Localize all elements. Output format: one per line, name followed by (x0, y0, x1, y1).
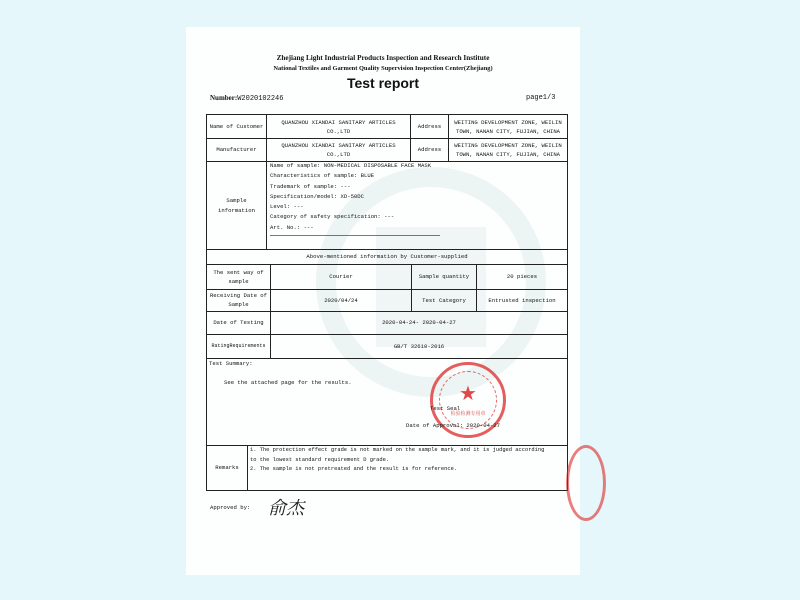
number-value: W2020102246 (237, 95, 284, 103)
rating-requirements-value: GB/T 32610-2016 (393, 342, 445, 350)
sample-name: Name of sample: NON-MEDICAL DISPOSABLE FACE MASK (270, 162, 432, 169)
seal-star-icon: ★ (459, 381, 477, 405)
address-line: TOWN, NANAN CITY, FUJIAN, CHINA (455, 151, 561, 158)
receiving-date-label (207, 290, 270, 311)
receiving-date-label-line: Sample (228, 300, 249, 308)
seal-center-text: 检验检测专用章 (450, 411, 486, 417)
testing-date-label: Date of Testing (213, 319, 264, 327)
rating-requirements-label: RatingRequirements (211, 342, 266, 349)
table-rule (206, 490, 568, 491)
address-line: WEITING DEVELOPMENT ZONE, WEILIN (454, 118, 562, 126)
remark-line: 1. The protection effect grade is not marked on the sample mark, and it is judged according (250, 447, 545, 453)
remark-line: 2. The sample is not pretreated and the result is for reference. (250, 466, 458, 472)
center-name: National Textiles and Garment Quality Supervision Inspection Center(Zhejiang) (273, 65, 493, 72)
test-category-value: Entrusted inspection (488, 296, 556, 304)
test-summary-text: See the attached page for the results. (224, 379, 352, 386)
address-label: Address (417, 122, 442, 130)
receiving-date-value: 2020/04/24 (324, 296, 358, 304)
sample-specification: Specification/model: XD-50DC (270, 192, 364, 200)
remark-line: to the lowest standard requirement D grade. (250, 456, 390, 463)
customer-value (267, 115, 410, 138)
partial-seal (566, 445, 606, 521)
test-category-label: Test Category (422, 296, 466, 304)
sample-info-label-line: Sample (226, 196, 247, 204)
sample-info-label (207, 162, 266, 249)
sample-art-no: Art. No.: --- (270, 223, 314, 231)
table-rule (567, 114, 568, 491)
manufacturer-value-line: CO.,LTD (326, 151, 351, 158)
receiving-date-label-line: Receiving Date of (209, 292, 268, 299)
customer-value-line: QUANZHOU XIANDAI SANITARY ARTICLES (281, 118, 396, 126)
remarks-label: Remarks (215, 464, 239, 472)
approved-by-label: Approved by: (210, 504, 251, 511)
approver-signature: 俞杰 (268, 498, 304, 519)
sample-trademark: Trademark of sample: --- (270, 182, 351, 190)
sample-info-label-line: information (218, 206, 255, 214)
test-summary-label: Test Summary: (209, 360, 253, 367)
testing-date-value: 2020-04-24- 2020-04-27 (382, 319, 456, 327)
sample-quantity-label: Sample quantity (418, 273, 470, 281)
sample-characteristics: Characteristics of sample: BLUE (270, 172, 375, 180)
sent-way-label (207, 265, 270, 289)
address-line: TOWN, NANAN CITY, FUJIAN, CHINA (455, 127, 561, 135)
report-number (210, 94, 283, 103)
report-page (186, 27, 580, 575)
manufacturer-address (449, 139, 567, 161)
approval-date: Date of Approval: 2020-04-27 (406, 422, 500, 429)
test-seal-label: Test Seal (430, 405, 461, 412)
remarks-text (250, 446, 566, 490)
sample-info-details (270, 161, 566, 241)
supplied-note: Above-mentioned information by Customer-supplied (306, 253, 468, 261)
sent-way-value: Courier (329, 273, 353, 281)
sent-way-label-line: The sent way of (213, 269, 264, 276)
number-label: Number: (210, 94, 238, 102)
address-label: Address (417, 146, 442, 154)
page-indicator: page1/3 (526, 94, 556, 102)
customer-label: Name of Customer (209, 122, 264, 130)
table-rule (247, 445, 248, 490)
manufacturer-label: Manufacturer (216, 146, 257, 154)
sample-quantity-value: 20 pieces (506, 273, 538, 281)
customer-address (449, 115, 567, 138)
sent-way-label-line: sample (228, 278, 249, 285)
sample-level: Level: --- (270, 203, 304, 211)
manufacturer-value-line: QUANZHOU XIANDAI SANITARY ARTICLES (281, 142, 396, 149)
institute-name: Zhejiang Light Industrial Products Inspection and Research Institute (276, 54, 490, 62)
sample-safety-category: Category of safety specification: --- (270, 213, 395, 221)
report-title: Test report (346, 75, 420, 91)
customer-value-line: CO.,LTD (326, 127, 351, 135)
address-line: WEITING DEVELOPMENT ZONE, WEILIN (454, 142, 562, 149)
manufacturer-value (267, 139, 410, 161)
